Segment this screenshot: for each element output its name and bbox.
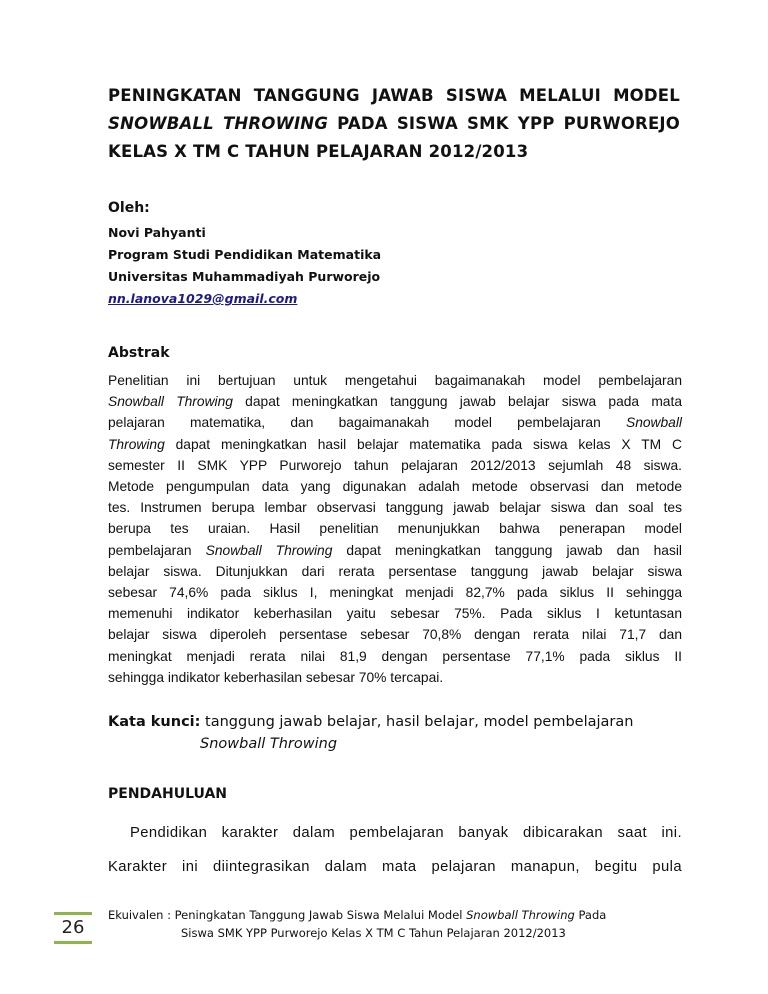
abstract-line: Penelitian ini bertujuan untuk mengetahui bagaimanakah model pembelajaran (108, 373, 682, 388)
footer-italic-term: Snowball Throwing (466, 908, 575, 922)
title-line-2 (108, 110, 680, 138)
byline-label: Oleh: (108, 200, 150, 216)
abstract-line: meningkat menjadi rerata nilai 81,9 dengan persentase 77,1% pada siklus II (108, 648, 682, 664)
abstract-line: sebesar 74,6% pada siklus I, meningkat menjadi 82,7% pada siklus II sehingga (108, 585, 682, 601)
author-block (108, 222, 381, 310)
abstract-line (108, 391, 682, 412)
abstract-body (108, 370, 682, 688)
abstract-line: memenuhi indikator keberhasilan yaitu sebesar 75%. Pada siklus I ketuntasan (108, 606, 682, 622)
abstract-text: dapat meningkatkan hasil belajar matematika pada siswa kelas X TM C (164, 436, 682, 452)
abstract-line: belajar siswa. Ditunjukkan dari rerata persentase tanggung jawab belajar siswa (108, 563, 682, 579)
abstract-text: dapat meningkatkan tanggung jawab belajar siswa pada mata (232, 394, 682, 410)
author-email-link[interactable]: nn.lanova1029@gmail.com (108, 291, 298, 306)
abstract-line (108, 412, 682, 433)
footer-text: Pada (574, 908, 607, 922)
title-line-1: PENINGKATAN TANGGUNG JAWAB SISWA MELALUI MODEL (108, 86, 680, 105)
italic-term: Snowball Throwing (205, 542, 333, 558)
abstract-line: Metode pengumpulan data yang digunakan adalah metode observasi dan metode (108, 479, 682, 495)
abstract-line (108, 540, 682, 561)
footer-line-2: Siswa SMK YPP Purworejo Kelas X TM C Tahun Pelajaran 2012/2013 (181, 926, 566, 940)
accent-bar-bottom (54, 941, 92, 944)
author-university: Universitas Muhammadiyah Purworejo (108, 269, 381, 284)
italic-term: Throwing (108, 436, 165, 452)
abstract-line: belajar siswa diperoleh persentase sebesar 70,8% dengan rerata nilai 71,7 dan (108, 627, 682, 643)
keywords-label: Kata kunci: (108, 714, 201, 730)
paper-title (108, 82, 680, 166)
abstract-heading: Abstrak (108, 345, 170, 361)
keywords (108, 711, 633, 755)
abstract-line: semester II SMK YPP Purworejo tahun pelajaran 2012/2013 sejumlah 48 siswa. (108, 457, 682, 473)
section-heading: PENDAHULUAN (108, 786, 227, 802)
keywords-text-italic: Snowball Throwing (200, 736, 338, 752)
abstract-line: tes. Instrumen berupa lembar observasi tanggung jawab belajar siswa dan soal tes (108, 500, 682, 516)
italic-term: Snowball Throwing (108, 394, 233, 410)
section-body (108, 816, 682, 884)
footer-line-1 (108, 908, 606, 922)
abstract-text: pelajaran matematika, dan bagaimanakah model pembelajaran (108, 415, 626, 431)
title-line-3: KELAS X TM C TAHUN PELAJARAN 2012/2013 (108, 142, 529, 161)
abstract-text: dapat meningkatkan tanggung jawab dan hasil (332, 542, 682, 558)
body-line: Pendidikan karakter dalam pembelajaran banyak dibicarakan saat ini. (130, 825, 682, 841)
page-number: 26 (61, 917, 85, 938)
running-footer (108, 906, 708, 942)
title-line-2-rest: PADA SISWA SMK YPP PURWOREJO (328, 114, 680, 133)
abstract-line: sehingga indikator keberhasilan sebesar 70% tercapai. (108, 669, 444, 685)
title-italic-term: SNOWBALL THROWING (108, 114, 329, 133)
abstract-line (108, 434, 682, 455)
author-name: Novi Pahyanti (108, 225, 206, 240)
author-program: Program Studi Pendidikan Matematika (108, 247, 382, 262)
abstract-line: berupa tes uraian. Hasil penelitian menunjukkan bahwa penerapan model (108, 521, 682, 537)
footer-text: Ekuivalen : Peningkatan Tanggung Jawab Siswa Melalui Model (108, 908, 467, 922)
abstract-text: pembelajaran (108, 542, 206, 558)
page-number-box (54, 912, 92, 944)
body-line: Karakter ini diintegrasikan dalam mata pelajaran manapun, begitu pula (108, 859, 682, 875)
keywords-text: tanggung jawab belajar, hasil belajar, model pembelajaran (200, 714, 634, 730)
italic-term: Snowball (626, 415, 682, 431)
